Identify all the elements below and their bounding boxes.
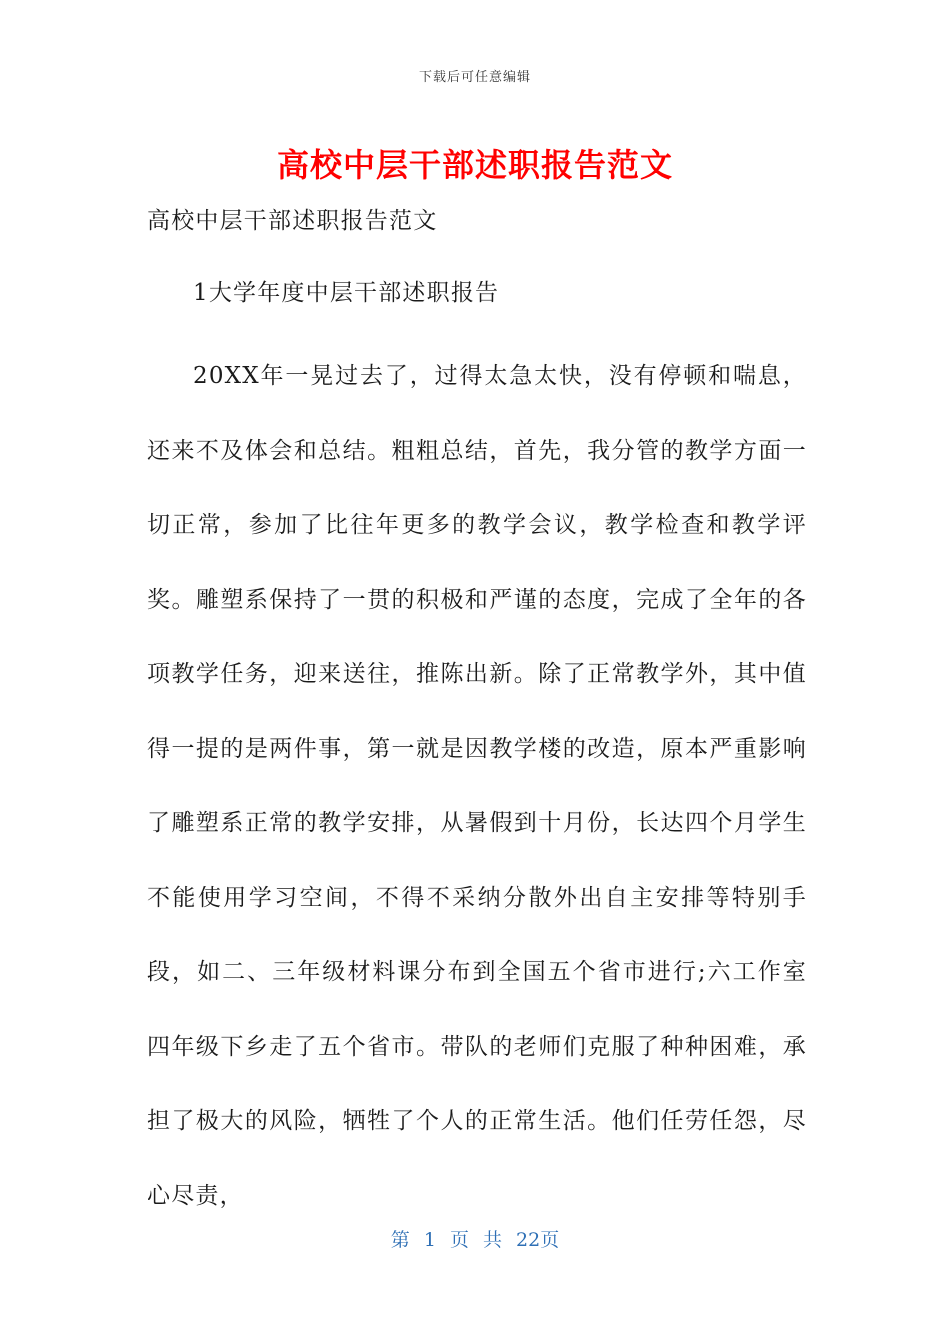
header-note: 下载后可任意编辑 xyxy=(418,70,531,85)
document-title: 高校中层干部述职报告范文 xyxy=(276,146,673,184)
page-indicator: 第 1 页 共 22页 xyxy=(390,1229,560,1251)
body-paragraph: 20XX年一晃过去了，过得太急太快，没有停顿和喘息，还来不及体会和总结。粗粗总结，首先，我分管的教学方面一切正常，参加了比往年更多的教学会议，教学检查和教学评奖。雕塑系保持了一贯的积极和严谨的态度，完成了全年的各项教学任务，迎来送往，推陈出新。除了正常教学外，其中值得一提的是两件事，第一就是因教学楼的改造，原本严重影响了雕塑系正常的教学安排，从暑假到十月份，长达四个月学生不能使用学习空间，不得不采纳分散外出自主安排等特别手段，如二、三年级材料课分布到全国五个省市进行;六工作室四年级下乡走了五个省市。带队的老师们克服了种种困难，承担了极大的风险，牺牲了个人的正常生活。他们任劳任怨，尽心尽责， xyxy=(147,363,807,1209)
document-body xyxy=(147,195,807,1233)
section-heading: 1大学年度中层干部述职报告 xyxy=(193,280,500,306)
document-subtitle: 高校中层干部述职报告范文 xyxy=(147,208,438,234)
